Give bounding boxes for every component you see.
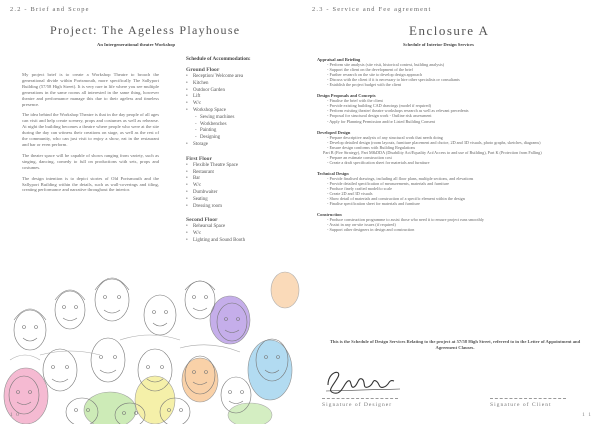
service-item: - Establish the project budget with the client: [327, 82, 402, 88]
designer-signature-icon: [324, 363, 404, 397]
list-item: • Lift: [186, 94, 296, 101]
face-outline-8: [43, 349, 77, 391]
service-heading: Developed Design: [317, 129, 351, 135]
designer-signature-line: [322, 398, 398, 399]
service-item: - Proposal for structural design work - Outline risk assessment: [327, 113, 432, 119]
list-item: • Workshop Space: [186, 108, 296, 115]
brief-paragraph: My project brief is to create a Workshop Theatre to broach the generational divide within Portsmouth, more specifically The Sallyport Building (57/58 High Street). It is very rare in life where you see multiple generations in the same rooms all interested in the same thing, however theatre and performance manage this due to their ageless and timeless presence.: [22, 72, 159, 107]
list-sub-item: - Painting: [186, 128, 296, 135]
face-outline-2: [55, 290, 85, 329]
list-sub-item: - Sewing machines: [186, 115, 296, 122]
service-item: - Discuss with the client if it is necessary to hire other specialists or consultants: [327, 77, 460, 83]
service-item: - Prepare an estimate construction cost: [327, 154, 392, 160]
second-floor-list: [186, 224, 296, 244]
service-item: - Assist in any on-site issues (if required): [327, 222, 396, 228]
list-item: • Dumbwaiter: [186, 190, 296, 197]
list-item: • W/c: [186, 183, 296, 190]
enclosure-title: Enclosure A: [409, 23, 490, 38]
service-item: Part B (Fire Strategy), Part M&DDA (Disability Act/Equality Act/Access to and use of Building), Part K (Protection from Falling): [323, 149, 542, 155]
floor-label-first: First Floor: [186, 155, 212, 162]
project-subtitle: An Intergenerational theatre Workshop: [97, 42, 176, 47]
service-item: - Create a draft specification sheet for materials and furniture: [327, 159, 430, 165]
list-item: • W/c: [186, 101, 296, 108]
face-blob-green: [84, 392, 136, 424]
project-title: Project: The Ageless Playhouse: [50, 23, 241, 37]
service-item: - Ensure design conforms with Building Regulations: [327, 144, 416, 150]
collage-of-faces-icon: [0, 260, 300, 424]
list-sub-item: - Workbenches: [186, 122, 296, 129]
section-heading-brief: 2.2 - Brief and Scope: [10, 6, 90, 13]
list-item: • Flexible Theatre Space: [186, 163, 296, 170]
service-item: - Apply for Planning Permission and/or Listed Building Consent: [327, 118, 435, 124]
first-floor-list: [186, 163, 296, 211]
list-item: • Reception/ Welcome area: [186, 74, 296, 81]
service-heading: Appraisal and Briefing: [317, 57, 361, 62]
schedule-of-accommodation: [186, 56, 296, 245]
face-outline-5: [185, 281, 215, 319]
accommodation-heading: Schedule of Accommodation:: [186, 56, 251, 62]
brief-paragraph: The design intention is to depict stories of Old Portsmouth and the Sallyport Building within the details, such as wall-coverings and tiling, creating performance and narrative throughout the interior.: [22, 175, 159, 193]
service-item: - Finalise specification sheet for materials and furniture: [327, 201, 420, 207]
service-item: - Perform site analysis (site visit, historical context, building analysis): [327, 62, 445, 68]
enclosure-subtitle: Schedule of Interior Design Services: [403, 42, 474, 47]
brief-text: [22, 72, 159, 198]
face-outline-9: [91, 338, 125, 382]
brief-paragraph: The theater space will be capable of shows ranging from variety, such as singing, dancing, comedy to full on productions with sets, props and costumes.: [22, 152, 159, 170]
list-item: • Dressing room: [186, 204, 296, 211]
face-blob-yellow: [135, 376, 175, 424]
service-item: - Prepare descriptive analysis of any structural work that needs doing: [327, 134, 443, 140]
brief-paragraph: The idea behind the Workshop Theatre is that in the day people of all ages can visit and help create scenery, props and costumes as well as rehearse. At night the building becomes a theatre where people who were at the site during the day can witness their creations on stage, as well as the rest of the community, who can just visit to enjoy a show, eat in the restaurant and bar or even perform.: [22, 112, 159, 147]
service-item: - Create 2D and 3D visuals: [327, 191, 373, 197]
list-item: • Outdoor Garden: [186, 88, 296, 95]
service-item: - Show detail of materials and construction of a specific element within the design: [327, 196, 465, 202]
service-heading: Construction: [317, 212, 342, 218]
list-item: • Seating: [186, 197, 296, 204]
face-blob-green-2: [228, 403, 272, 424]
service-heading: Technical Design: [317, 170, 349, 176]
client-signature-line: [490, 398, 566, 399]
page-number-right: 1 1: [582, 412, 592, 418]
face-outline-3: [95, 278, 129, 321]
service-item: - Support the client on the development of the brief: [327, 67, 413, 73]
list-item: • Kitchen: [186, 81, 296, 88]
service-item: - Finalise the brief with the client: [327, 98, 383, 104]
list-item: • Lighting and Sound Booth: [186, 238, 296, 245]
services-list: [317, 57, 593, 232]
service-item: - Provide existing building CAD drawings (model if required): [327, 103, 431, 109]
list-item: • W/c: [186, 231, 296, 238]
service-item: - Perform existing theatre/ theatre workshops research as well as relevant precedents: [327, 108, 469, 114]
list-item: • Storage: [186, 142, 296, 149]
service-item: - Provide detailed specification of measurements, materials and furniture: [327, 180, 449, 186]
face-blob-orange-2: [271, 272, 299, 308]
service-heading: Design Proposals and Concepts: [317, 93, 376, 99]
service-item: - Provide finalised drawings, including all floor plans, multiple sections, and elevations: [327, 175, 474, 181]
service-item: - Produce finely crafted model/to scale: [327, 186, 392, 192]
ground-floor-list: [186, 74, 296, 149]
service-item: - Further research on the site to develop design approach: [327, 72, 422, 78]
service-item: - Support other designers in design and construction: [327, 227, 415, 233]
client-signature-label: Signature of Client: [490, 402, 552, 408]
service-item: - Develop detailed design (room layouts, furniture placement and choice, 2D and 3D visuals, photo graphs, sketches, diagrams): [327, 139, 541, 145]
list-item: • Bar: [186, 176, 296, 183]
list-item: • Rehearsal Space: [186, 224, 296, 231]
designer-signature-label: Signature of Designer: [322, 402, 393, 408]
floor-label-ground: Ground Floor: [186, 67, 220, 73]
agreement-statement: This is the Schedule of Design Services Relating to the project at 57/58 High Street, referred to in the Letter of Appointment and Agreement Clauses.: [329, 339, 581, 350]
list-sub-item: - Designing: [186, 135, 296, 142]
face-outline-4: [144, 295, 176, 335]
list-item: • Restaurant: [186, 170, 296, 177]
service-item: - Produce construction programme to assist those who need it to ensure project runs smoothly: [327, 217, 485, 223]
face-outline-1: [14, 309, 46, 350]
section-heading-service: 2.3 - Service and Fee agreement: [312, 6, 432, 13]
floor-label-second: Second Floor: [186, 217, 218, 224]
page-number-left: 1 0: [10, 412, 20, 418]
right-page: [300, 0, 600, 424]
